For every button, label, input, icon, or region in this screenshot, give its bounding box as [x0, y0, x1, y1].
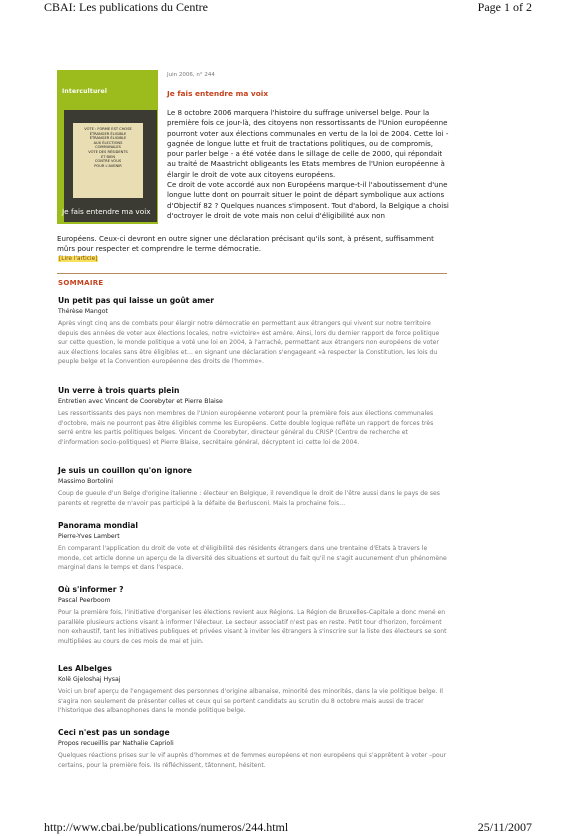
summary-item-desc: Coup de gueule d'un Belge d'origine italienne : électeur en Belgique, il revendique le droit de l'être aussi dans le pays de ses parents et regrette de n'avoir pas participé à la défaite de Berlusconi. Mais la prochaine fois…	[58, 490, 440, 507]
read-article-link[interactable]: [Lire l'article]	[59, 256, 98, 262]
divider	[57, 273, 447, 274]
poster-line: COMMUNALES	[95, 145, 121, 150]
print-footer-date: 25/11/2007	[477, 820, 532, 834]
summary-item-title[interactable]: Les Albelges	[58, 664, 112, 673]
cover-magazine-name: Interculturel	[62, 88, 108, 95]
poster-line: VOTE : FORME EST CHOSE	[84, 127, 132, 131]
intro-paragraph: Le 8 octobre 2006 marquera l'histoire du suffrage universel belge. Pour la première fois ce jour-là, des citoyens non ressortissants de l'Union européenne pourront voter aux élections communales en vertu de la loi de 2004. Cette loi - gagnée de longue lutte et fruit de tractations politiques, ou de compromis, pour parler belge - a été votée dans le sillage de celle de 2000, qui répondait au traité de Maastricht obligeants les Etats membres de l'Union européenne à élargir le droit de vote aux citoyens européens.	[167, 108, 449, 179]
poster-line: VOTE DES RÉSIDENTS	[88, 149, 128, 154]
poster-line: AUX ÉLECTIONS	[93, 140, 123, 145]
print-header-page: Page 1 of 2	[477, 0, 532, 14]
summary-item-desc: Pour la première fois, l'initiative d'organiser les élections revient aux Régions. La Région de Bruxelles-Capitale a donc mené en parallèle plusieurs actions visant à informer l'électeur. Le secteur associatif n'est pas en reste. Petit tour d'horizon, forcément non exhaustif, tant les initiatives publiques et privées visant à inviter les étrangers à s'inscrire sur la liste des électeurs se sont multipliées au cours de ces mois de mai et juin.	[58, 609, 447, 645]
cover-poster	[73, 123, 143, 198]
summary-item	[58, 295, 450, 367]
issue-date: Juin 2006, n° 244	[167, 72, 215, 78]
summary-item-title[interactable]: Un petit pas qui laisse un goût amer	[58, 296, 215, 305]
print-header-title: CBAI: Les publications du Centre	[44, 0, 208, 14]
poster-line: CONTRE VOUS	[94, 159, 122, 164]
poster-line: POUR L'AVENIR	[94, 163, 122, 168]
article-intro	[167, 108, 449, 221]
summary-item-author: Propos recueillis par Nathalie Caprioli	[58, 740, 174, 747]
summary-item-desc: Après vingt cinq ans de combats pour élargir notre démocratie en permettant aux étrangers qui vivent sur notre territoire depuis des années de voter aux élections locales, notre «victoire» est amère. Ainsi, lors du dernier rapport de force politique sur cette question, le monde politique a voté une loi en 2004, à l'arraché, permettant aux étrangers non européens de voter aux élections locales sans être éligibles et… en signant une déclaration s'engageant «à respecter la Constitution, les lois du peuple belge et la Convention européenne des droits de l'homme».	[58, 320, 440, 365]
summary-item-author: Pierre-Yves Lambert	[58, 533, 120, 540]
intro-paragraph-continued: Européens. Ceux-ci devront en outre signer une déclaration précisant qu'ils sont, à présent, suffisamment mûrs pour respecter et comprendre le terme démocratie.	[57, 234, 434, 254]
summary-heading: SOMMAIRE	[58, 279, 104, 287]
article-title: Je fais entendre ma voix	[167, 89, 269, 98]
summary-item	[58, 663, 450, 716]
summary-item	[58, 584, 450, 646]
intro-paragraph: Ce droit de vote accordé aux non Européens marque-t-il l'aboutissement d'une longue lutte dont on pourrait situer le point de départ symbolique aux actions d'Objectif 82 ? Quelques nuances s'imposent. Tout d'abord, la Belgique a choisi d'octroyer le droit de vote mais non celui d'éligibilité aux non	[167, 180, 449, 220]
summary-item-author: Kolë Gjeloshaj Hysaj	[58, 676, 121, 683]
summary-item	[58, 385, 450, 447]
poster-line: ÉTRANGER ÉLIGIBLE	[89, 136, 127, 141]
summary-item	[58, 727, 450, 770]
summary-item-title[interactable]: Où s'informer ?	[58, 585, 124, 594]
cover-caption: Je fais entendre ma voix	[62, 207, 151, 216]
summary-item-author: Thérèse Mangot	[58, 308, 108, 315]
summary-item-desc: En comparant l'application du droit de vote et d'éligibilité des résidents étrangers dans une trentaine d'Etats à travers le monde, cet article donne un aperçu de la diversité des situations et surtout du fait qu'il ne s'agit aucunement d'un phénomène marginal dans le temps et dans l'espace.	[58, 545, 447, 571]
summary-item-title[interactable]: Je suis un couillon qu'on ignore	[58, 466, 192, 475]
summary-item	[58, 520, 450, 573]
summary-item-author: Entretien avec Vincent de Coorebyter et Pierre Blaise	[58, 398, 223, 405]
poster-line: ÉTRANGER ÉLIGIBLE	[89, 131, 127, 136]
summary-item-author: Pascal Peerboom	[58, 597, 111, 604]
cover-image	[57, 70, 158, 224]
summary-item	[58, 465, 450, 508]
summary-item-title[interactable]: Ceci n'est pas un sondage	[58, 728, 170, 737]
summary-item-title[interactable]: Panorama mondial	[58, 521, 138, 530]
summary-item-author: Massimo Bortolini	[58, 478, 113, 485]
print-footer-url: http://www.cbai.be/publications/numeros/244.html	[44, 820, 289, 834]
summary-item-desc: Voici un bref aperçu de l'engagement des personnes d'origine albanaise, minorité des minorités, dans la vie politique belge. Il s'agira non seulement de présenter celles et ceux qui se portent candidats au scrutin du 8 octobre mais aussi de tracer l'historique des albanophones dans le monde politique belge.	[58, 688, 443, 714]
print-header	[0, 0, 585, 14]
summary-item-desc: Quelques réactions prises sur le vif auprès d'hommes et de femmes européens et non européens qui s'apprêtent à voter –pour certains, pour la première fois. Ils réfléchissent, tâtonnent, hésitent.	[58, 752, 447, 769]
summary-item-desc: Les ressortissants des pays non membres de l'Union européenne voteront pour la première fois aux élections communales d'octobre, mais ne pourront pas être éligibles comme les Européens. Cette double logique reflète un rapport de forces très serré entre les partis politiques belges. Vincent de Coorebyter, directeur général du CRISP (Centre de recherche et d'information socio-politiques) et Pierre Blaise, secrétaire général, décryptent ici cette loi de 2004.	[58, 410, 434, 446]
print-footer	[0, 820, 585, 836]
summary-item-title[interactable]: Un verre à trois quarts plein	[58, 386, 180, 395]
poster-line: ET BIEN	[100, 154, 116, 159]
